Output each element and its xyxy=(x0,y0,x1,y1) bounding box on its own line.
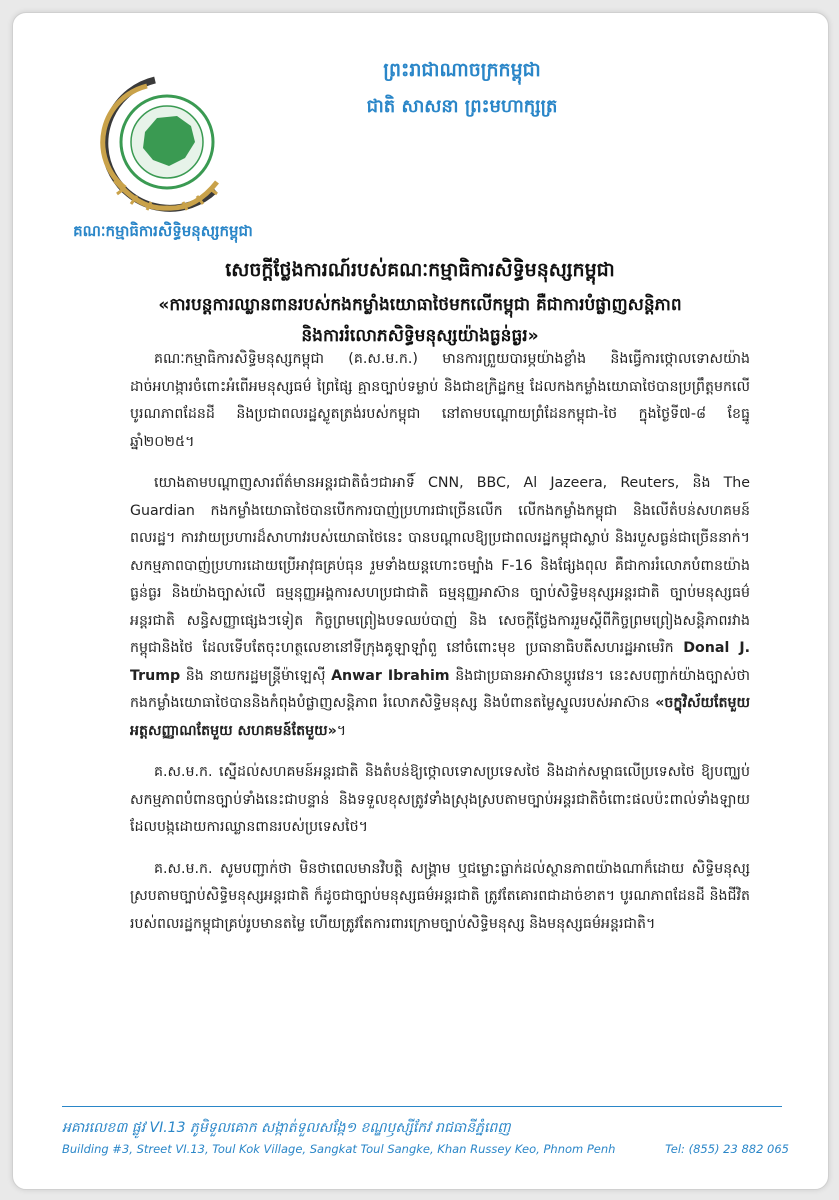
paragraph-2-part-3: និងជាប្រធានអាស៊ានប្តូរវេន។ នេះសបញ្ជាក់យ៉ាងច្បាស់ថា កងកម្លាំងយោធាថៃបាននិងកំពុងបំផ្លាញសន្តិភាព រំលោភសិទ្ធិមនុស្ស និងបំពានតម្លៃស្នូលរបស់អាស៊ាន xyxy=(130,667,750,711)
paragraph-1: គណៈកម្មាធិការសិទ្ធិមនុស្សកម្ពុជា (គ.ស.ម.ក.) មានការព្រួយបារម្ភយ៉ាងខ្លាំង និងធ្វើការថ្កោលទោសយ៉ាងដាច់អហង្ការចំពោះអំពើអមនុស្សធម៌ ព្រៃផ្សៃ គ្មានច្បាប់ទម្លាប់ និងជាឧក្រិដ្ឋកម្ម ដែលកងកម្លាំងយោធាថៃបានប្រព្រឹត្តមកលើបូរណភាពដែនដី និងប្រជាពលរដ្ឋស្លូតត្រង់របស់កម្ពុជា នៅតាមបណ្តោយព្រំដែនកម្ពុជា-ថៃ ក្នុងថ្ងៃទី៧-៨ ខែធ្នូ ឆ្នាំ២០២៥។ xyxy=(130,351,750,450)
footer-divider xyxy=(62,1106,782,1107)
name-trump: Donal J. Trump xyxy=(130,640,751,684)
kingdom-line-2: ជាតិ សាសនា ព្រះមហាក្សត្រ xyxy=(366,96,558,117)
paragraph-4: គ.ស.ម.ក. សូមបញ្ជាក់ថា មិនថាពេលមានវិបត្តិ សង្គ្រាម ឬជម្លោះធ្លាក់ដល់ស្ថានភាពយ៉ាងណាក៏ដោយ សិទ្ធិមនុស្សស្របតាមច្បាប់សិទ្ធិមនុស្សអន្តរជាតិ ក៏ដូចជាច្បាប់មនុស្សធម៌អន្តរជាតិ ត្រូវតែគោរពជាដាច់ខាត។ បូរណភាពដែនដី និងជីវិតរបស់ពលរដ្ឋកម្ពុជាគ្រប់រូបមានតម្លៃ ហើយត្រូវតែការពារក្រោមច្បាប់សិទ្ធិមនុស្ស និងមនុស្សធម៌អន្តរជាតិ។ xyxy=(130,860,750,932)
title-line-3: និងការរំលោភសិទ្ធិមនុស្សយ៉ាងធ្ងន់ធ្ងរ» xyxy=(301,326,539,346)
paragraph-2-part-1: យោងតាមបណ្តាញសារព័ត៌មានអន្តរជាតិធំៗជាអាទិ៍ CNN, BBC, Al Jazeera, Reuters, និង The Guardian កងកម្លាំងយោធាថៃបានបើកការបាញ់ប្រហារជាច្រើនលើក លើកងកម្លាំងកម្ពុជា និងលើតំបន់សហគមន៍ពលរដ្ឋ។ ការវាយប្រហារដ៏សាហាវរបស់យោធាថៃនេះ បានបណ្តាលឱ្យប្រជាពលរដ្ឋកម្ពុជាស្លាប់ និងរបួសធ្ងន់ជាច្រើននាក់។ សកម្មភាពបាញ់ប្រហារដោយប្រើអាវុធគ្រប់ធុន រួមទាំងយន្តហោះចម្បាំង F-16 និងផ្សែងពុល គឺជាការរំលោភបំពានយ៉ាងធ្ងន់ធ្ងរ និងយ៉ាងច្បាស់លើ ធម្មនុញ្ញអង្គការសហប្រជាជាតិ ធម្មនុញ្ញអាស៊ាន ច្បាប់សិទ្ធិមនុស្សអន្តរជាតិ ច្បាប់មនុស្សធម៌អន្តរជាតិ សន្ធិសញ្ញាផ្សេងៗទៀត កិច្ចព្រមព្រៀងបទឈប់បាញ់ និង សេចក្តីថ្លែងការរួមស្តីពីកិច្ចព្រមព្រៀងសន្តិភាពរវាងកម្ពុជានិងថៃ ដែលទើបតែចុះហត្ថលេខានៅទីក្រុងគូឡាឡាំពួ នៅចំពោះមុខ ប្រធានាធិបតីសហរដ្ឋអាមេរិក xyxy=(130,475,750,656)
organization-name: គណៈកម្មាធិការសិទ្ធិមនុស្សកម្ពុជា xyxy=(73,222,253,240)
kingdom-line-1: ព្រះរាជាណាចក្រកម្ពុជា xyxy=(383,59,541,81)
human-rights-committee-logo-icon xyxy=(85,70,245,220)
asean-motto: «ចក្ខុវិស័យតែមួយ អត្តសញ្ញាណតែមួយ សហគមន៍តែមួយ» xyxy=(130,695,750,739)
paragraph-2 xyxy=(130,470,750,745)
paragraph-2-part-2: និង នាយករដ្ឋមន្ត្រីម៉ាឡេស៊ី xyxy=(185,667,326,684)
title-line-1: សេចក្តីថ្លែងការណ៍របស់គណៈកម្មាធិការសិទ្ធិមនុស្សកម្ពុជា xyxy=(225,259,615,281)
name-anwar: Anwar Ibrahim xyxy=(331,667,450,684)
footer-address-english: Building #3, Street VI.13, Toul Kok Village, Sangkat Toul Sangke, Khan Russey Keo, Phnom Penh xyxy=(62,1142,616,1156)
statement-title xyxy=(110,258,730,356)
paragraph-3: គ.ស.ម.ក. ស្នើដល់សហគមន៍អន្តរជាតិ និងតំបន់ឱ្យថ្កោលទោសប្រទេសថៃ និងដាក់សម្ពាធលើប្រទេសថៃ ឱ្យបញ្ឈប់សកម្មភាពបំពានច្បាប់ទាំងនេះជាបន្ទាន់ និងទទួលខុសត្រូវទាំងស្រុងស្របតាមច្បាប់អន្តរជាតិចំពោះផលប៉ះពាល់ទាំងឡាយដែលបង្កដោយការឈ្លានពានរបស់ប្រទេសថៃ។ xyxy=(130,764,750,835)
kingdom-motto xyxy=(312,58,612,121)
paragraph-2-end: ។ xyxy=(336,722,347,739)
statement-body xyxy=(130,346,750,952)
title-line-2: «ការបន្តការឈ្លានពានរបស់កងកម្លាំងយោធាថៃមកលើកម្ពុជា គឺជាការបំផ្លាញសន្តិភាព xyxy=(158,295,682,315)
footer-telephone: Tel: (855) 23 882 065 xyxy=(665,1142,789,1156)
footer-address-khmer: អគារលេខ៣ ផ្លូវ VI.13 ភូមិទួលគោក សង្កាត់ទួលសង្កែ១ ខណ្ឌឫស្សីកែវ រាជធានីភ្នំពេញ xyxy=(62,1120,511,1136)
